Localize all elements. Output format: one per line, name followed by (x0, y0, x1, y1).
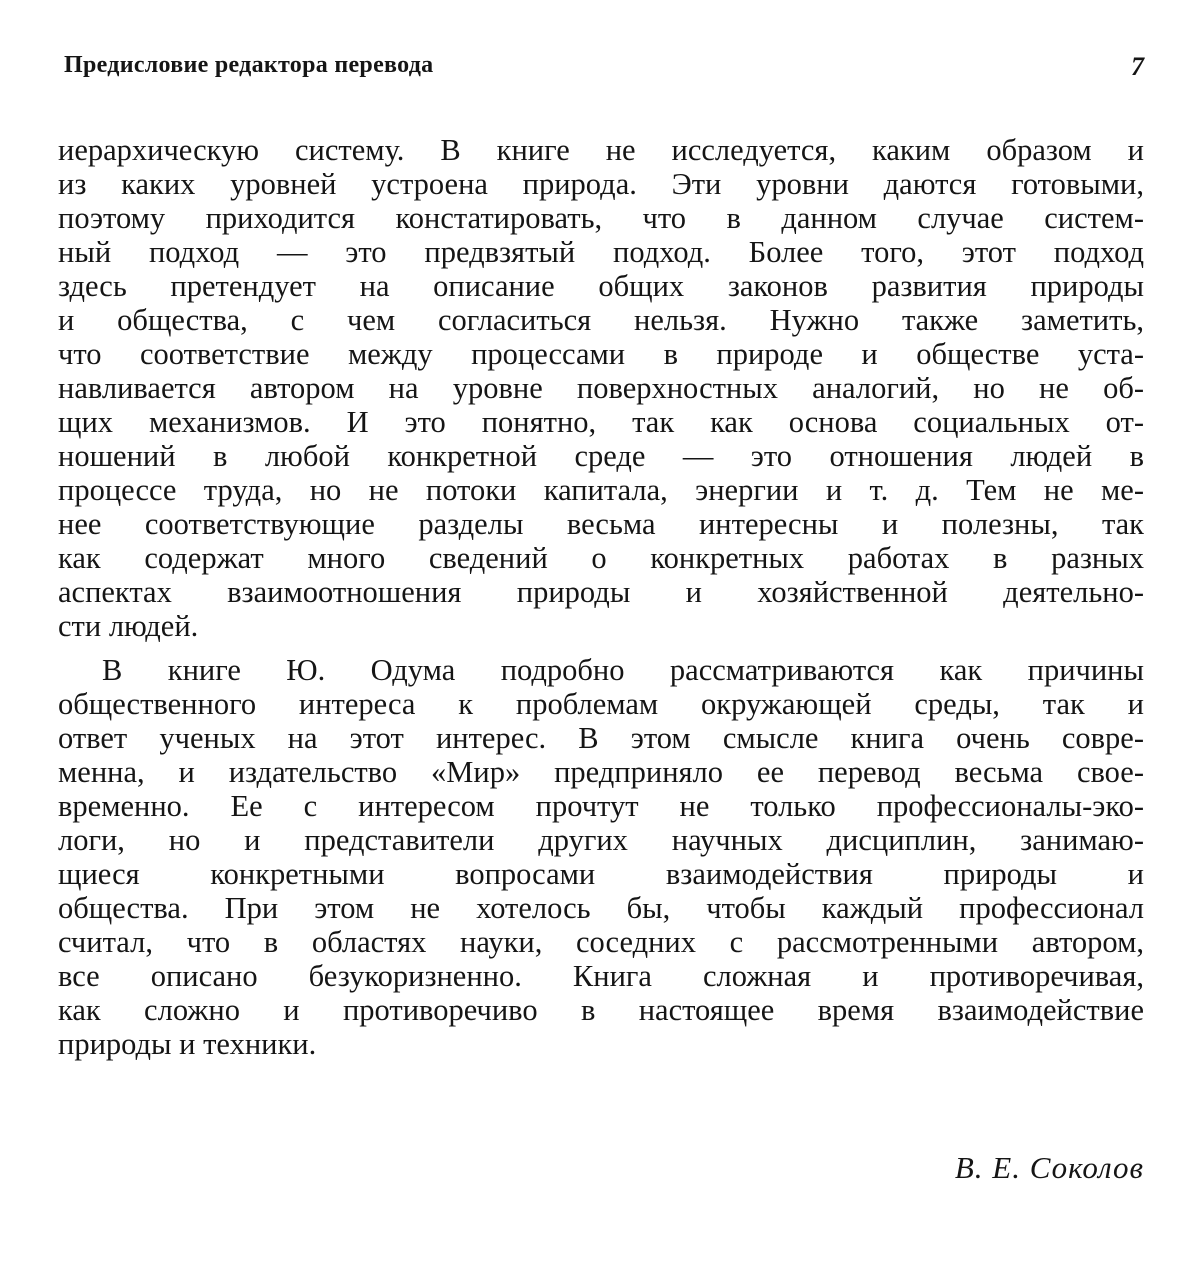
paragraph-gap (58, 643, 1144, 653)
text-line: сти людей. (58, 609, 199, 643)
text-line: процессе труда, но не потоки капитала, энергии и т. д. Тем не ме- (58, 473, 1144, 507)
running-head (64, 52, 1144, 92)
text-line: общества. При этом не хотелось бы, чтобы каждый профессионал (58, 891, 1144, 925)
page-number: 7 (1131, 52, 1144, 81)
text-line: щих механизмов. И это понятно, так как основа социальных от- (58, 405, 1144, 439)
text-line: логи, но и представители других научных дисциплин, занимаю- (58, 823, 1144, 857)
running-head-title: Предисловие редактора перевода (64, 52, 434, 78)
text-line: щиеся конкретными вопросами взаимодействия природы и (58, 857, 1144, 891)
text-line: иерархическую систему. В книге не исследуется, каким образом и (58, 133, 1144, 167)
body-text (58, 133, 1144, 1061)
text-line: поэтому приходится констатировать, что в данном случае систем- (58, 201, 1144, 235)
document-page (58, 0, 1148, 1284)
text-line: общественного интереса к проблемам окружающей среды, так и (58, 687, 1144, 721)
text-line: нее соответствующие разделы весьма интересны и полезны, так (58, 507, 1144, 541)
text-line: из каких уровней устроена природа. Эти уровни даются готовыми, (58, 167, 1144, 201)
text-line: навливается автором на уровне поверхностных аналогий, но не об- (58, 371, 1144, 405)
text-line: что соответствие между процессами в природе и обществе уста- (58, 337, 1144, 371)
paragraph-2 (58, 653, 1144, 1061)
text-line: как содержат много сведений о конкретных работах в разных (58, 541, 1144, 575)
text-line: и общества, с чем согласиться нельзя. Нужно также заметить, (58, 303, 1144, 337)
paragraph-1 (58, 133, 1144, 643)
text-line: как сложно и противоречиво в настоящее время взаимодействие (58, 993, 1144, 1027)
text-line: считал, что в областях науки, соседних с рассмотренными автором, (58, 925, 1144, 959)
text-line: В книге Ю. Одума подробно рассматриваются как причины (102, 653, 1144, 687)
text-line: здесь претендует на описание общих законов развития природы (58, 269, 1144, 303)
text-line: ответ ученых на этот интерес. В этом смысле книга очень совре- (58, 721, 1144, 755)
text-line: ношений в любой конкретной среде — это отношения людей в (58, 439, 1144, 473)
author-signature: В. Е. Соколов (954, 1150, 1144, 1185)
text-line: природы и техники. (58, 1027, 317, 1061)
text-line: временно. Ее с интересом прочтут не только профессионалы-эко- (58, 789, 1144, 823)
text-line: все описано безукоризненно. Книга сложная и противоречивая, (58, 959, 1144, 993)
text-line: менна, и издательство «Мир» предприняло ее перевод весьма свое- (58, 755, 1144, 789)
text-line: аспектах взаимоотношения природы и хозяйственной деятельно- (58, 575, 1144, 609)
text-line: ный подход — это предвзятый подход. Более того, этот подход (58, 235, 1144, 269)
